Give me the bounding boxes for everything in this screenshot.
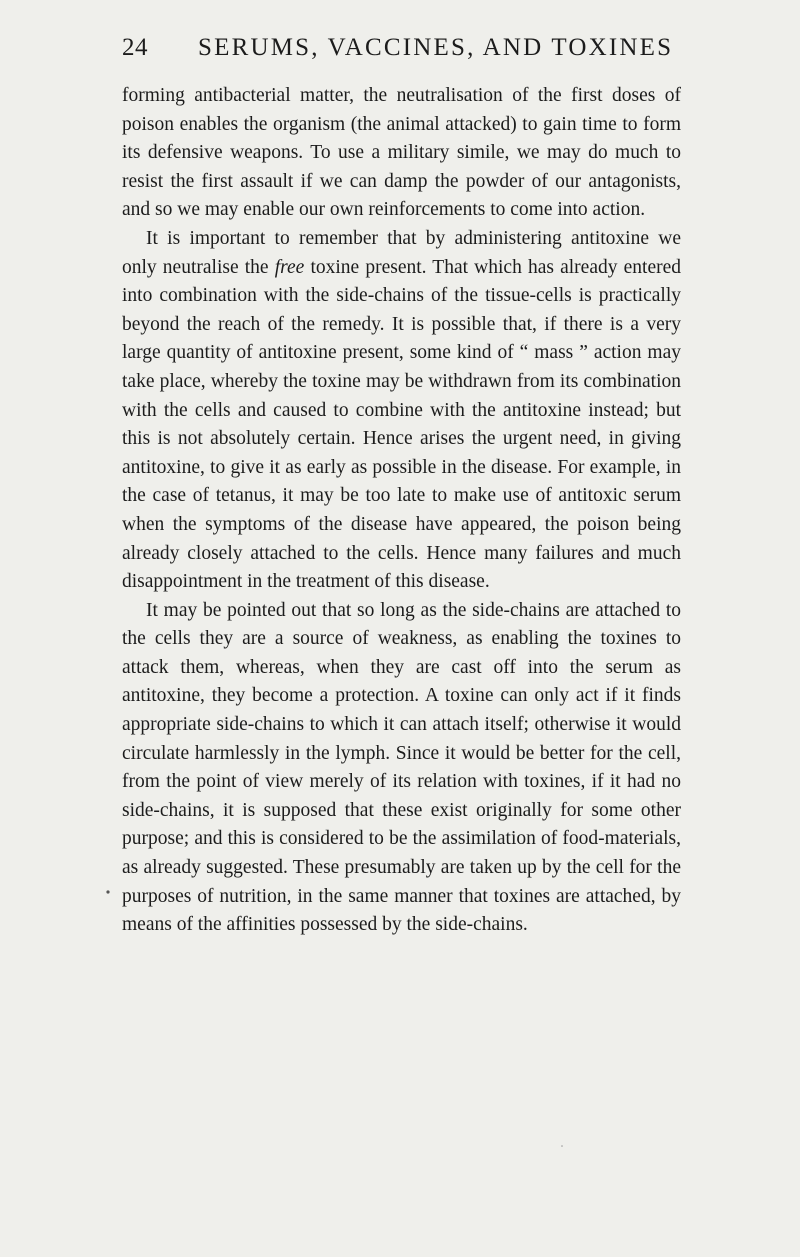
running-title: SERUMS, VACCINES, AND TOXINES [198, 34, 674, 61]
paragraph-3: It may be pointed out that so long as the side-chains are attached to the cells they are a source of weakness, as enabling the toxines to attack them, whereas, when they are cast off into the serum as antitoxine, they become a protection. A toxine can only act if it finds appropriate side-chains to which it can attach itself; otherwise it would circulate harmlessly in the lymph. Since it would be better for the cell, from the point of view merely of its relation with toxines, if it had no side-chains, it is supposed that these exist originally for some other purpose; and this is considered to be the assimilation of food-materials, as already suggested. These presumably are taken up by the cell for the purposes of nutrition, in the same manner that toxines are attached, by means of the affinities possessed by the side-chains. [122, 599, 681, 936]
paragraph-2-rest: toxine present. That which has already entered into combination with the side-chains of the tissue-cells is practically beyond the reach of the remedy. It is possible that, if there is a very large quantity of antitoxine present, some kind of “ mass ” action may take place, whereby the toxine may be withdrawn from its combination with the cells and caused to combine with the antitoxine instead; but this is not absolutely certain. Hence arises the urgent need, in giving antitoxine, to give it as early as possible in the disease. For example, in the case of tetanus, it may be too late to make use of antitoxic serum when the symptoms of the disease have appeared, the poison being already closely attached to the cells. Hence many failures and much disappointment in the treatment of this disease. [122, 256, 681, 593]
page-number: 24 [122, 34, 148, 61]
paragraph-2-lead: It is important to remember that by administering antitoxine we only neutralise the [122, 227, 681, 278]
italic-free: free [274, 256, 305, 278]
paragraph-1: forming antibacterial matter, the neutralisation of the first doses of poison enables the organism (the animal attacked) to gain time to form its defensive weapons. To use a military simile, we may do much to resist the first assault if we can damp the powder of our antagonists, and so we may enable our own reinforcements to come into action. [122, 85, 681, 221]
margin-speck [106, 890, 109, 893]
page-speck [561, 1145, 563, 1147]
